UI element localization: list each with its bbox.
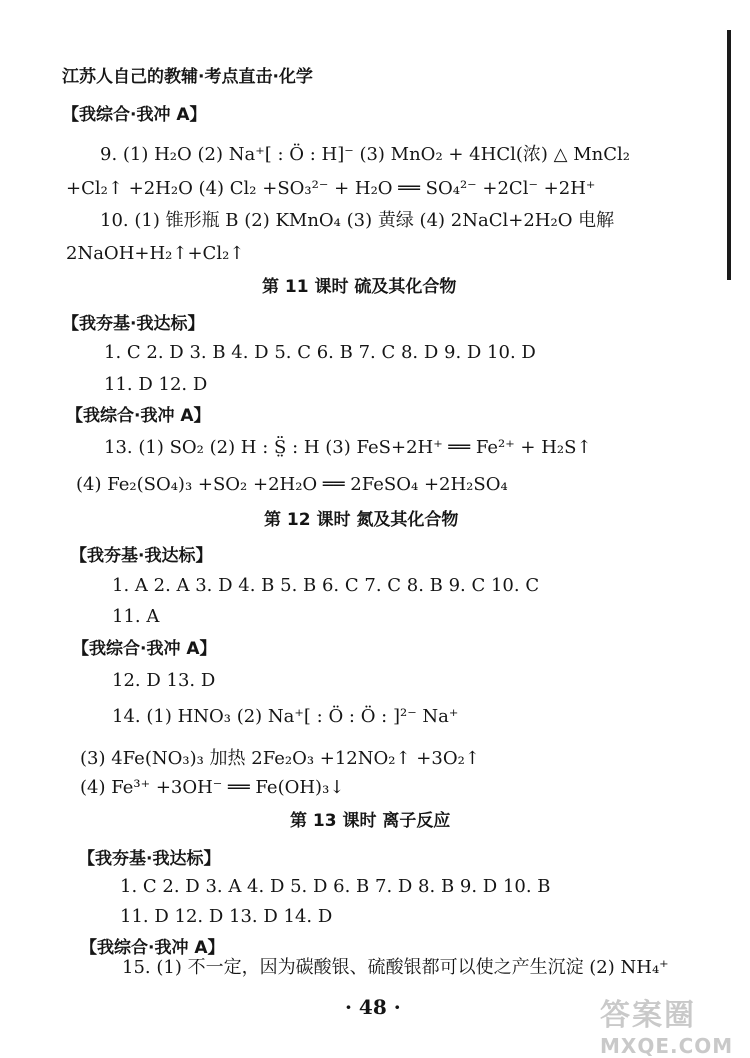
lesson-title: 第 13 课时 离子反应 — [290, 811, 451, 831]
running-header: 江苏人自己的教辅·考点直击·化学 — [62, 67, 313, 87]
answer-line: 1. C 2. D 3. B 4. D 5. C 6. B 7. C 8. D 9. D 10. D — [104, 342, 536, 363]
answer-line: 1. C 2. D 3. A 4. D 5. D 6. B 7. D 8. B 9. D 10. B — [120, 876, 551, 897]
answer-line: 15. (1) 不一定，因为碳酸银、硫酸银都可以使之产生沉淀 (2) NH₄⁺ — [122, 957, 669, 978]
answer-line: +Cl₂↑ +2H₂O (4) Cl₂ +SO₃²⁻ + H₂O ══ SO₄²⁻ +2Cl⁻ +2H⁺ — [66, 178, 596, 199]
section-heading: 【我综合·我冲 A】 — [66, 406, 211, 426]
section-heading: 【我综合·我冲 A】 — [72, 639, 217, 659]
watermark-logo-text: 答案圈 — [600, 998, 696, 1033]
section-heading: 【我夯基·我达标】 — [78, 849, 221, 869]
answer-line: 11. D 12. D 13. D 14. D — [120, 906, 333, 927]
answer-line: 2NaOH+H₂↑+Cl₂↑ — [66, 243, 245, 264]
answer-line: 11. A — [112, 606, 160, 627]
answer-line: 10. (1) 锥形瓶 B (2) KMnO₄ (3) 黄绿 (4) 2NaCl+2H₂O 电解 — [100, 210, 615, 231]
section-heading: 【我夯基·我达标】 — [70, 546, 213, 566]
answer-line: (4) Fe³⁺ +3OH⁻ ══ Fe(OH)₃↓ — [80, 777, 345, 798]
section-heading: 【我综合·我冲 A】 — [62, 105, 207, 125]
watermark-url: MXQE.COM — [600, 1034, 734, 1058]
answer-line: 1. A 2. A 3. D 4. B 5. B 6. C 7. C 8. B 9. C 10. C — [112, 575, 540, 596]
watermark — [600, 990, 733, 1058]
lesson-title: 第 12 课时 氮及其化合物 — [264, 510, 459, 530]
answer-line: 14. (1) HNO₃ (2) Na⁺[ : Ö : Ö : ]²⁻ Na⁺ — [112, 706, 459, 727]
section-heading: 【我夯基·我达标】 — [62, 314, 205, 334]
answer-line: (3) 4Fe(NO₃)₃ 加热 2Fe₂O₃ +12NO₂↑ +3O₂↑ — [80, 748, 480, 769]
answer-line: 11. D 12. D — [104, 374, 208, 395]
page-number: · 48 · — [345, 995, 401, 1019]
right-margin-rule — [727, 30, 731, 280]
section-heading: 【我综合·我冲 A】 — [80, 938, 225, 958]
answer-line: 13. (1) SO₂ (2) H : S̤̈ : H (3) FeS+2H⁺ ══ Fe²⁺ + H₂S↑ — [104, 437, 592, 458]
lesson-title: 第 11 课时 硫及其化合物 — [262, 277, 457, 297]
answer-line: (4) Fe₂(SO₄)₃ +SO₂ +2H₂O ══ 2FeSO₄ +2H₂SO₄ — [76, 474, 508, 495]
answer-line: 9. (1) H₂O (2) Na⁺[ : Ö : H]⁻ (3) MnO₂ + 4HCl(浓) △ MnCl₂ — [100, 144, 630, 165]
answer-line: 12. D 13. D — [112, 670, 216, 691]
